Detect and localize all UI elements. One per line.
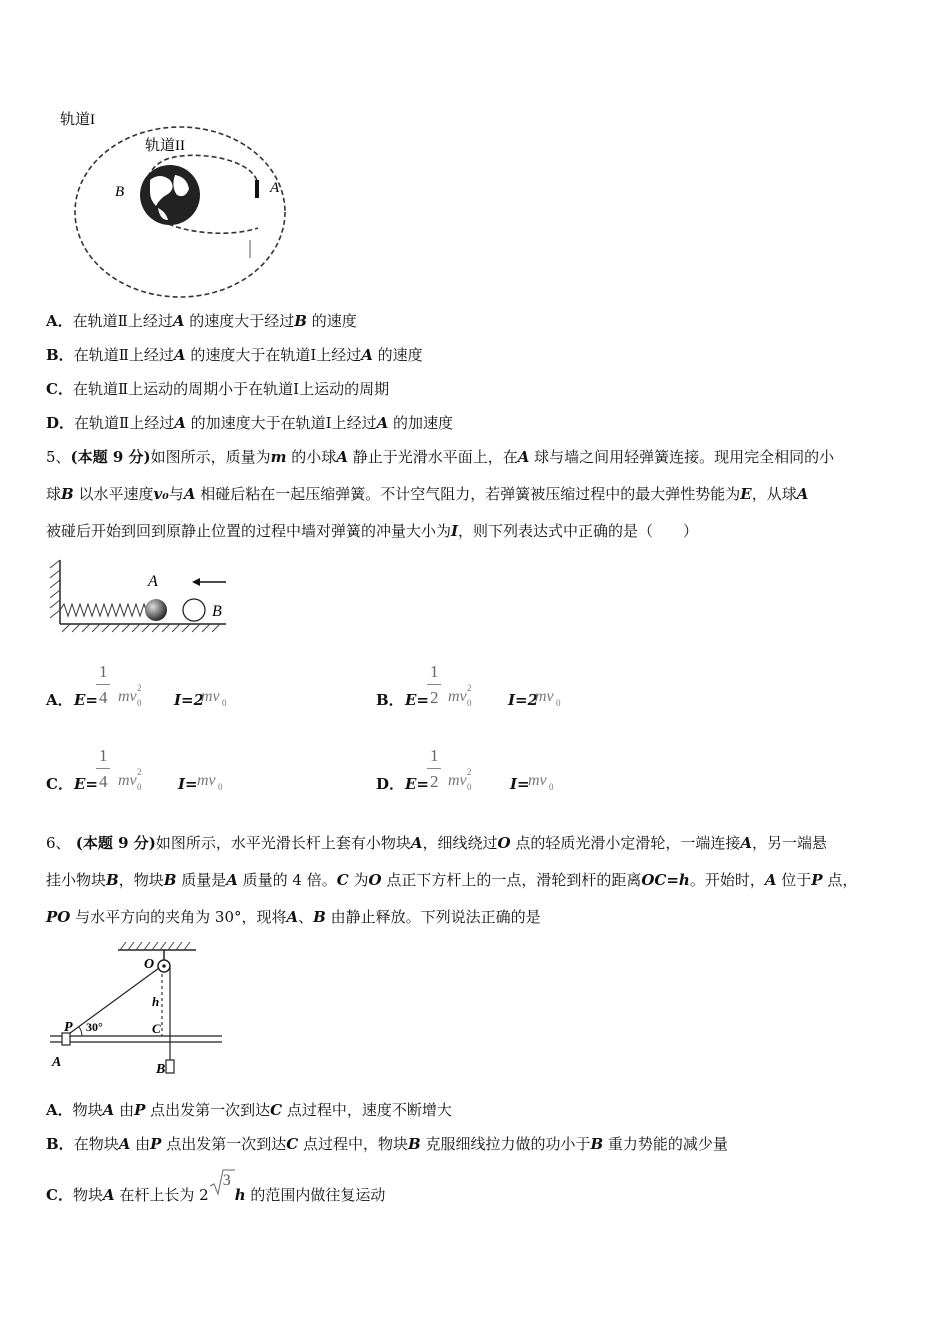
wall-hatching [50, 560, 60, 618]
fraction-bar [427, 684, 441, 685]
q5-stem-line-1: 5、(本题 9 分)如图所示，质量为m 的小球A 静止于光滑水平面上，在A 球与墙之间用轻弹簧连接。现用完全相同的小 [46, 448, 835, 466]
sqrt-icon [209, 1168, 235, 1198]
q6-stem-line-2: 挂小物块B，物块B 质量是A 质量的 4 倍。C 为O 点正下方杆上的一点，滑轮到杆的距离OC=h。开始时，A 位于P 点， [46, 871, 858, 889]
orbit-2-label: 轨道II [145, 138, 185, 154]
label-angle: 30° [86, 1020, 103, 1034]
point-a-label: A [270, 180, 280, 196]
q4-option-b: B．在轨道Ⅱ上经过A 的速度大于在轨道Ⅰ上经过A 的速度 [46, 346, 423, 364]
q5-stem-line-2: 球B 以水平速度v₀与A 相碰后粘在一起压缩弹簧。不计空气阻力，若弹簧被压缩过程中的最大弹性势能为E，从球A [46, 485, 809, 503]
string-po [66, 968, 159, 1036]
ball-a [145, 599, 167, 621]
q6-option-b: B．在物块A 由P 点出发第一次到达C 点过程中，物块B 克服细线拉力做的功小于B 重力势能的减少量 [46, 1135, 728, 1153]
spring-figure [48, 558, 233, 638]
point-b-label: B [115, 184, 125, 200]
q4-option-a: A．在轨道Ⅱ上经过A 的速度大于经过B 的速度 [46, 312, 357, 330]
fraction-bar [96, 684, 110, 685]
label-c: C [152, 1021, 161, 1036]
q5-stem-line-3: 被碰后开始到回到原静止位置的过程中墙对弹簧的冲量大小为I，则下列表达式中正确的是（ ） [46, 522, 699, 540]
orbit-1-label: 轨道I [60, 112, 95, 128]
pulley-figure [46, 940, 226, 1080]
q4-option-d: D．在轨道Ⅱ上经过A 的加速度大于在轨道Ⅰ上经过A 的加速度 [46, 414, 454, 432]
q6-stem-line-1: 6、 (本题 9 分)如图所示，水平光滑长杆上套有小物块A，细线绕过O 点的轻质光滑小定滑轮，一端连接A，另一端悬 [46, 834, 828, 852]
label-p: P [64, 1020, 73, 1035]
angle-arc [79, 1027, 82, 1036]
label-h: h [152, 994, 160, 1009]
earth-icon [140, 165, 200, 225]
spring [60, 604, 146, 616]
label-o: O [144, 957, 155, 972]
block-b [166, 1060, 174, 1073]
ball-b [183, 599, 205, 621]
fraction-bar [427, 768, 441, 769]
q4-option-c: C．在轨道Ⅱ上运动的周期小于在轨道Ⅰ上运动的周期 [46, 380, 390, 398]
q6-option-a: A．物块A 由P 点出发第一次到达C 点过程中，速度不断增大 [46, 1101, 452, 1119]
label-b: B [156, 1062, 166, 1077]
ceiling-hatching [120, 942, 190, 950]
ball-a-label: A [148, 573, 158, 590]
fraction-bar [96, 768, 110, 769]
ball-b-label: B [212, 603, 222, 620]
q6-stem-line-3: PO 与水平方向的夹角为 30°，现将A、B 由静止释放。下列说法正确的是 [46, 908, 541, 926]
orbit-figure [50, 100, 290, 300]
q6-option-c: C．物块A 在杆上长为 2 3 h 的范围内做往复运动 [46, 1180, 385, 1205]
arrow-head-icon [192, 578, 200, 586]
floor-hatching [62, 624, 220, 632]
label-a: A [52, 1055, 62, 1070]
sqrt-expression: 3 [209, 1180, 235, 1200]
